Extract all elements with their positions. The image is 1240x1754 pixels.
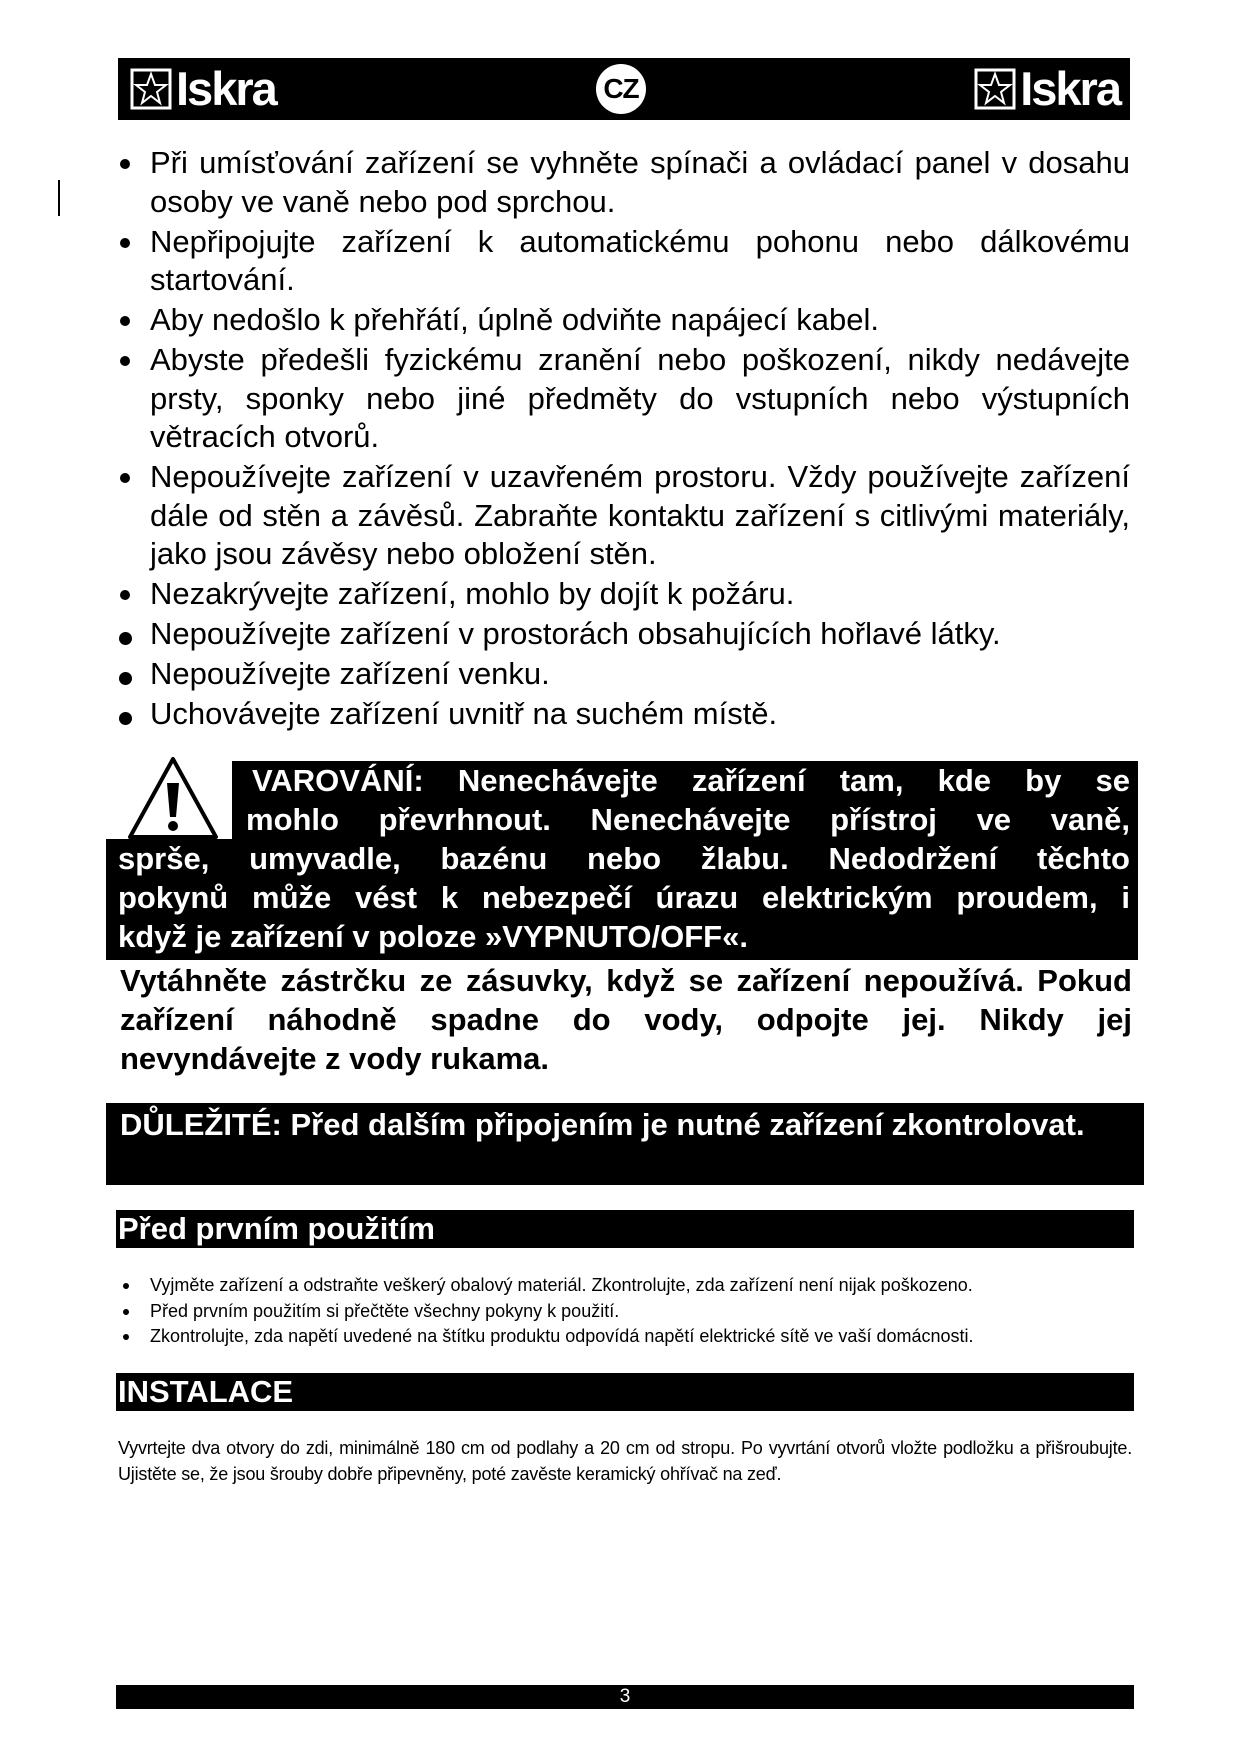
list-item: Zkontrolujte, zda napětí uvedené na štítku produktu odpovídá napětí elektrické sítě ve vaší domácnosti. (118, 1324, 1130, 1350)
list-item: Vyjměte zařízení a odstraňte veškerý obalový materiál. Zkontrolujte, zda zařízení není nijak poškozeno. (118, 1273, 1130, 1299)
list-item: Před prvním použitím si přečtěte všechny pokyny k použití. (118, 1299, 1130, 1325)
list-item: Nepřipojujte zařízení k automatickému pohonu nebo dálkovému startování. (118, 223, 1130, 300)
page-number: 3 (619, 1686, 631, 1707)
brand-name: Iskra (176, 62, 276, 115)
warning-line: VAROVÁNÍ: Nenechávejte zařízení tam, kde by se (106, 761, 1130, 800)
warning-line: když je zařízení v poloze »VYPNUTO/OFF«. (118, 919, 748, 954)
important-notice: DŮLEŽITÉ: Před dalším připojením je nutné zařízení zkontrolovat. (106, 1103, 1144, 1185)
warning-box (106, 761, 1138, 960)
language-badge: CZ (596, 64, 646, 114)
change-bar (58, 180, 60, 216)
unplug-notice: Vytáhněte zástrčku ze zásuvky, když se zařízení nepoužívá. Pokud zařízení náhodně spadne do vody, odpojte jej. Nikdy jej nevyndávejte z vody rukama. (120, 963, 1132, 1076)
list-item: Uchovávejte zařízení uvnitř na suchém místě. (118, 695, 1130, 734)
before-first-use-list (118, 1273, 1130, 1350)
section-title-installation: INSTALACE (116, 1373, 1134, 1411)
page-header (118, 58, 1130, 120)
section-title-before-first-use: Před prvním použitím (116, 1210, 1134, 1248)
iskra-star-icon (974, 68, 1016, 110)
list-item: Nepoužívejte zařízení venku. (118, 655, 1130, 694)
brand-logo-right (974, 62, 1120, 115)
warning-line: sprše, umyvadle, bazénu nebo žlabu. Nedodržení těchto (118, 841, 1130, 876)
list-item: Nepoužívejte zařízení v uzavřeném prostoru. Vždy používejte zařízení dále od stěn a závěsů. Zabraňte kontaktu zařízení s citlivými materiály, jako jsou závěsy nebo obložení stěn. (118, 458, 1130, 574)
warning-text (106, 761, 1130, 956)
brand-name: Iskra (1020, 62, 1120, 115)
brand-logo-left (130, 62, 276, 115)
warning-line: mohlo převrhnout. Nenechávejte přístroj ve vaně, (246, 802, 1130, 837)
page-footer (116, 1685, 1134, 1709)
list-item: Aby nedošlo k přehřátí, úplně odviňte napájecí kabel. (118, 301, 1130, 340)
list-item: Při umísťování zařízení se vyhněte spínači a ovládací panel v dosahu osoby ve vaně nebo pod sprchou. (118, 144, 1130, 221)
list-item: Abyste předešli fyzickému zranění nebo poškození, nikdy nedávejte prsty, sponky nebo jiné předměty do vstupních nebo výstupních větracích otvorů. (118, 341, 1130, 457)
warning-label: VAROVÁNÍ: (252, 763, 424, 798)
warning-line: pokynů může vést k nebezpečí úrazu elektrickým proudem, i (118, 880, 1130, 915)
installation-text: Vyvrtejte dva otvory do zdi, minimálně 180 cm od podlahy a 20 cm od stropu. Po vyvrtání otvorů vložte podložku a přišroubujte. Ujistěte se, že jsou šrouby dobře připevněny, poté zavěste keramický ohřívač na zeď. (118, 1438, 1132, 1484)
list-item: Nezakrývejte zařízení, mohlo by dojít k požáru. (118, 575, 1130, 614)
iskra-star-icon (130, 68, 172, 110)
safety-instructions-list (118, 144, 1130, 735)
list-item: Nepoužívejte zařízení v prostorách obsahujících hořlavé látky. (118, 615, 1130, 654)
